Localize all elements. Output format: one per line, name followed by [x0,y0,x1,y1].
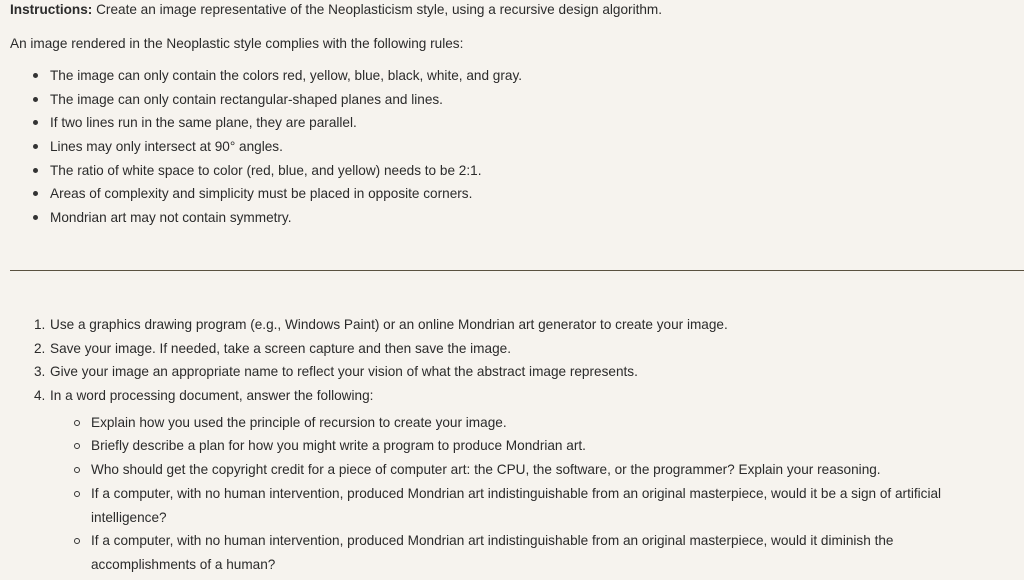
circle-bullet-icon [74,420,80,426]
instructions-text: Create an image representative of the Neoplasticism style, using a recursive design algorithm. [92,2,663,17]
step-number: 1. [34,317,46,332]
step-text: Give your image an appropriate name to reflect your vision of what the abstract image represents. [50,364,638,380]
step-text: Use a graphics drawing program (e.g., Windows Paint) or an online Mondrian art generator to create your image. [50,317,728,332]
step-text: In a word processing document, answer the following: [50,388,374,404]
question-item [50,411,991,435]
question-item [50,482,991,529]
circle-bullet-icon [74,443,80,449]
rule-text: The image can only contain rectangular-shaped planes and lines. [50,91,443,107]
question-text: Briefly describe a plan for how you might write a program to produce Mondrian art. [91,438,586,454]
question-item [50,529,991,576]
step-number: 2. [34,340,46,356]
rule-text: The image can only contain the colors red, yellow, blue, black, white, and gray. [50,68,523,83]
rule-item [0,185,522,209]
step-item [0,316,991,340]
bullet-icon [33,144,38,149]
step-text: Save your image. If needed, take a screen capture and then save the image. [50,340,511,356]
instructions-label: Instructions: [10,2,93,17]
section-divider [10,270,1024,271]
rule-item [0,91,522,115]
bullet-icon [33,73,38,78]
question-item [50,434,991,458]
questions-list [50,411,991,577]
rule-text: Areas of complexity and simplicity must be placed in opposite corners. [50,186,473,202]
rule-text: Mondrian art may not contain symmetry. [50,210,292,226]
bullet-icon [33,120,38,125]
question-item [50,458,991,482]
bullet-icon [33,191,38,196]
rule-item [0,209,522,233]
step-item [0,340,991,364]
rule-item [0,162,522,186]
rule-text: If two lines run in the same plane, they are parallel. [50,115,357,131]
rules-intro: An image rendered in the Neoplastic style complies with the following rules: [10,36,464,51]
circle-bullet-icon [74,538,80,544]
bullet-icon [33,215,38,220]
step-number: 4. [34,388,46,404]
rule-text: The ratio of white space to color (red, blue, and yellow) needs to be 2:1. [50,162,482,178]
rule-item [0,138,522,162]
rule-item [0,114,522,138]
rule-item [0,67,522,91]
question-text: Explain how you used the principle of recursion to create your image. [91,414,507,430]
bullet-icon [33,168,38,173]
step-item [0,387,991,577]
bullet-icon [33,97,38,102]
steps-list [0,316,991,577]
circle-bullet-icon [74,491,80,497]
rules-list [0,67,522,233]
question-text: Who should get the copyright credit for a piece of computer art: the CPU, the software, or the programmer? Explain your reasoning. [91,462,881,478]
question-text: If a computer, with no human intervention, produced Mondrian art indistinguishable from an original masterpiece, would it be a sign of artificial intelligence? [91,485,942,525]
rule-text: Lines may only intersect at 90° angles. [50,139,283,155]
question-text: If a computer, with no human intervention, produced Mondrian art indistinguishable from an original masterpiece, would it diminish the accomplishments of a human? [91,533,894,572]
step-item [0,363,991,387]
step-number: 3. [34,364,46,380]
circle-bullet-icon [74,467,80,473]
instructions-heading [10,1,662,18]
